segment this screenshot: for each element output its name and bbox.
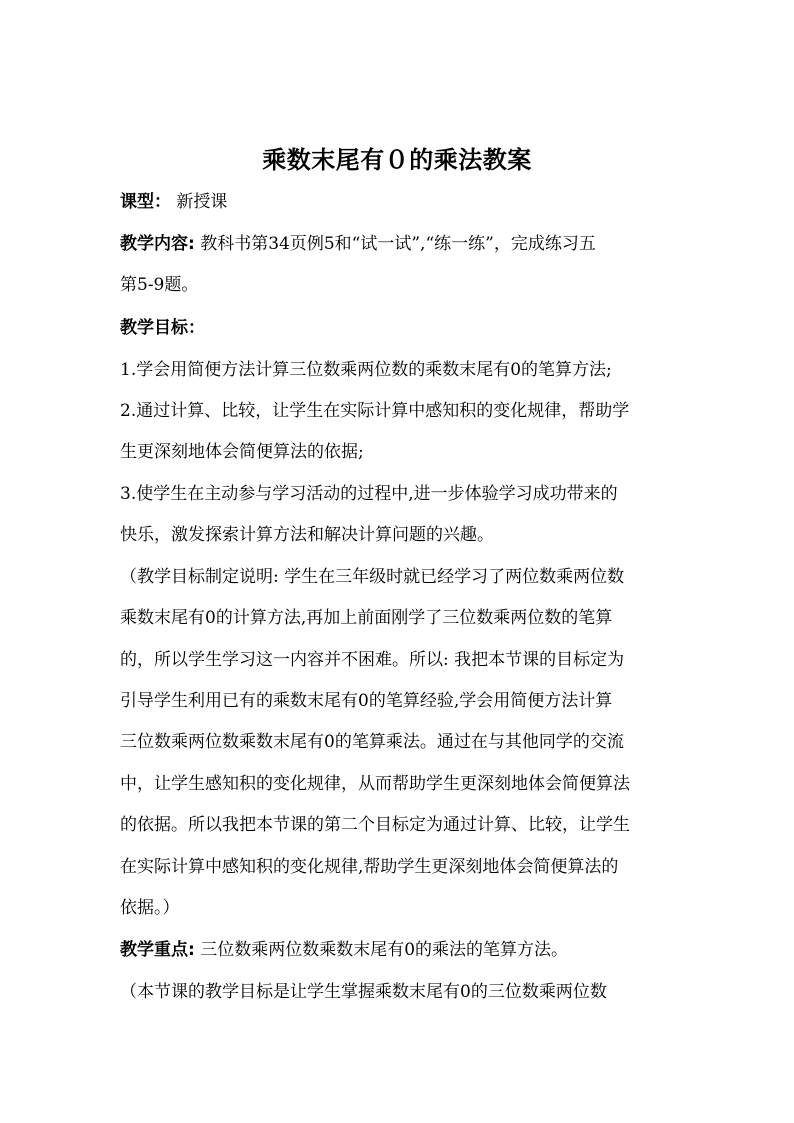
content-label: 教学内容: — [120, 234, 195, 254]
course-type-value: 新授课 — [171, 192, 228, 212]
objective-line: 3.使学生在主动参与学习活动的过程中,进一步体验学习成功带来的 — [120, 484, 618, 504]
objectives-heading — [120, 316, 680, 340]
explanation-line: 依据。） — [120, 898, 180, 918]
explanation-line: 的依据。所以我把本节课的第二个目标定为通过计算、比较，让学生 — [120, 815, 630, 835]
document-title: 乘数末尾有０的乘法教案 — [262, 146, 532, 174]
course-type-label: 课型： — [120, 192, 171, 212]
key-note-line: （本节课的教学目标是让学生掌握乘数末尾有0的三位数乘两位数 — [120, 982, 607, 1002]
explanation-line: 的，所以学生学习这一内容并不困难。所以: 我把本节课的目标定为 — [120, 650, 625, 670]
explanation-line: 乘数末尾有0的计算方法,再加上前面刚学了三位数乘两位数的笔算 — [120, 608, 613, 628]
course-type-line — [120, 190, 680, 214]
objective-line: 快乐，激发探索计算方法和解决计算问题的兴趣。 — [120, 525, 494, 545]
objectives-label: 教学目标： — [120, 318, 205, 338]
objective-line: 2.通过计算、比较，让学生在实际计算中感知积的变化规律，帮助学 — [120, 401, 630, 421]
explanation-line: 中，让学生感知积的变化规律，从而帮助学生更深刻地体会简便算法 — [120, 774, 630, 794]
explanation-line: 在实际计算中感知积的变化规律,帮助学生更深刻地体会简便算法的 — [120, 857, 619, 877]
objective-line: 生更深刻地体会简便算法的依据; — [120, 442, 364, 462]
content-line-1 — [120, 232, 680, 256]
key-point-label: 教学重点: — [120, 940, 195, 960]
explanation-line: 三位数乘两位数乘数末尾有0的笔算乘法。通过在与其他同学的交流 — [120, 732, 624, 752]
key-point-value: 三位数乘两位数乘数末尾有0的乘法的笔算方法。 — [194, 940, 569, 960]
objective-line: 1.学会用简便方法计算三位数乘两位数的乘数末尾有0的笔算方法; — [120, 360, 612, 380]
key-point-line — [120, 938, 680, 962]
explanation-line: （教学目标制定说明: 学生在三年级时就已经学习了两位数乘两位数 — [120, 567, 625, 587]
content-line-2: 第5-9题。 — [120, 275, 199, 295]
explanation-line: 引导学生利用已有的乘数末尾有0的笔算经验,学会用简便方法计算 — [120, 691, 613, 711]
content-text-1: 教科书第34页例5和“试一试”,“练一练”，完成练习五 — [194, 234, 596, 254]
